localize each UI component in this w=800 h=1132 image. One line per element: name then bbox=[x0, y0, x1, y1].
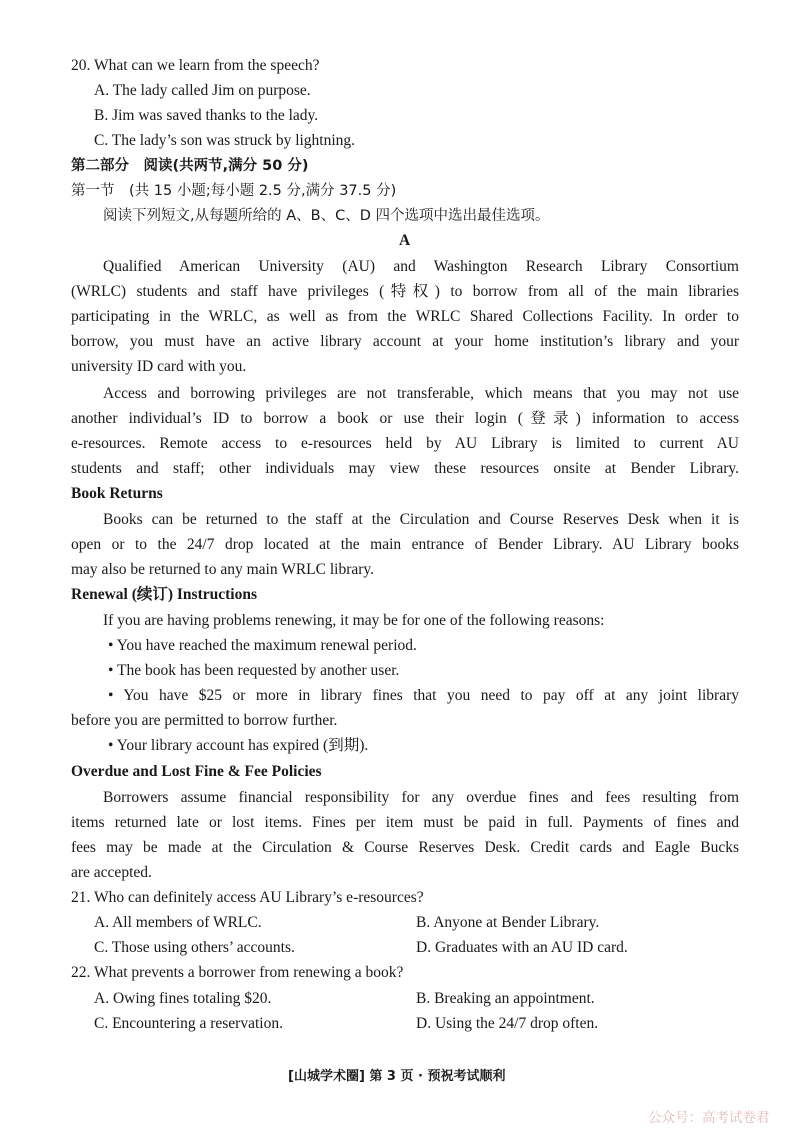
reason-bullet: • The book has been requested by another user. bbox=[108, 662, 400, 679]
question-20-option-c: C. The lady’s son was struck by lightning. bbox=[94, 132, 356, 149]
question-22-option-a: A. Owing fines totaling $20. bbox=[94, 990, 272, 1007]
paragraph-2-line: Access and borrowing privileges are not transferable, which means that you may not use bbox=[103, 385, 739, 402]
paragraph-5-line: are accepted. bbox=[71, 864, 152, 881]
paragraph-2-line: students and staff; other individuals may view these resources onsite at Bender Library. bbox=[71, 460, 739, 477]
question-21-option-d: D. Graduates with an AU ID card. bbox=[416, 939, 628, 956]
question-21-option-c: C. Those using others’ accounts. bbox=[94, 939, 295, 956]
paragraph-1-line: borrow, you must have an active library account at your home institution’s library and your bbox=[71, 333, 739, 350]
paragraph-1-line: Qualified American University (AU) and Washington Research Library Consortium bbox=[103, 258, 739, 275]
question-20-option-a: A. The lady called Jim on purpose. bbox=[94, 82, 311, 99]
question-20-option-b: B. Jim was saved thanks to the lady. bbox=[94, 107, 319, 124]
question-20-stem: 20. What can we learn from the speech? bbox=[71, 57, 320, 74]
part-two-title: 第二部分 阅读(共两节,满分 50 分) bbox=[71, 158, 309, 174]
page-footer: [山城学术圈] 第 3 页 · 预祝考试顺利 bbox=[288, 1069, 506, 1084]
watermark-text: 公众号：高考试卷君 bbox=[648, 1110, 770, 1126]
paragraph-2-line: e-resources. Remote access to e-resources held by AU Library is limited to current AU bbox=[71, 435, 739, 452]
paragraph-4: If you are having problems renewing, it may be for one of the following reasons: bbox=[103, 612, 605, 629]
question-21-option-a: A. All members of WRLC. bbox=[94, 914, 262, 931]
paragraph-5-line: items returned late or lost items. Fines per item must be paid in full. Payments of fines and bbox=[71, 814, 739, 831]
section-one-title: 第一节 (共 15 小题;每小题 2.5 分,满分 37.5 分) bbox=[71, 183, 397, 199]
reason-bullet: • You have $25 or more in library fines that you need to pay off at any joint library bbox=[108, 687, 739, 704]
passage-letter: A bbox=[399, 232, 411, 249]
paragraph-3-line: may also be returned to any main WRLC library. bbox=[71, 561, 375, 578]
heading-book-returns: Book Returns bbox=[71, 485, 163, 502]
question-21-stem: 21. Who can definitely access AU Library’s e-resources? bbox=[71, 889, 424, 906]
paragraph-1-line: university ID card with you. bbox=[71, 358, 247, 375]
paragraph-2-line: another individual’s ID to borrow a book or use their login (登录) information to access bbox=[71, 410, 739, 427]
reason-bullet-continued: before you are permitted to borrow further. bbox=[71, 712, 338, 729]
question-22-stem: 22. What prevents a borrower from renewing a book? bbox=[71, 964, 404, 981]
heading-renewal-instructions: Renewal (续订) Instructions bbox=[71, 586, 257, 603]
reading-instruction: 阅读下列短文,从每题所给的 A、B、C、D 四个选项中选出最佳选项。 bbox=[103, 208, 550, 224]
paragraph-5-line: Borrowers assume financial responsibility for any overdue fines and fees resulting from bbox=[103, 789, 739, 806]
reason-bullet: • You have reached the maximum renewal period. bbox=[108, 637, 417, 654]
reason-bullet: • Your library account has expired (到期). bbox=[108, 737, 369, 754]
paragraph-1-line: (WRLC) students and staff have privileges (特权) to borrow from all of the main libraries bbox=[71, 283, 739, 300]
question-22-option-d: D. Using the 24/7 drop often. bbox=[416, 1015, 599, 1032]
question-21-option-b: B. Anyone at Bender Library. bbox=[416, 914, 600, 931]
paragraph-3-line: open or to the 24/7 drop located at the main entrance of Bender Library. AU Library books bbox=[71, 536, 739, 553]
paragraph-3-line: Books can be returned to the staff at the Circulation and Course Reserves Desk when it is bbox=[103, 511, 739, 528]
paragraph-1-line: participating in the WRLC, as well as from the WRLC Shared Collections Facility. In order to bbox=[71, 308, 739, 325]
heading-overdue-policies: Overdue and Lost Fine & Fee Policies bbox=[71, 763, 322, 780]
question-22-option-c: C. Encountering a reservation. bbox=[94, 1015, 283, 1032]
question-22-option-b: B. Breaking an appointment. bbox=[416, 990, 595, 1007]
paragraph-5-line: fees may be made at the Circulation & Course Reserves Desk. Credit cards and Eagle Bucks bbox=[71, 839, 739, 856]
